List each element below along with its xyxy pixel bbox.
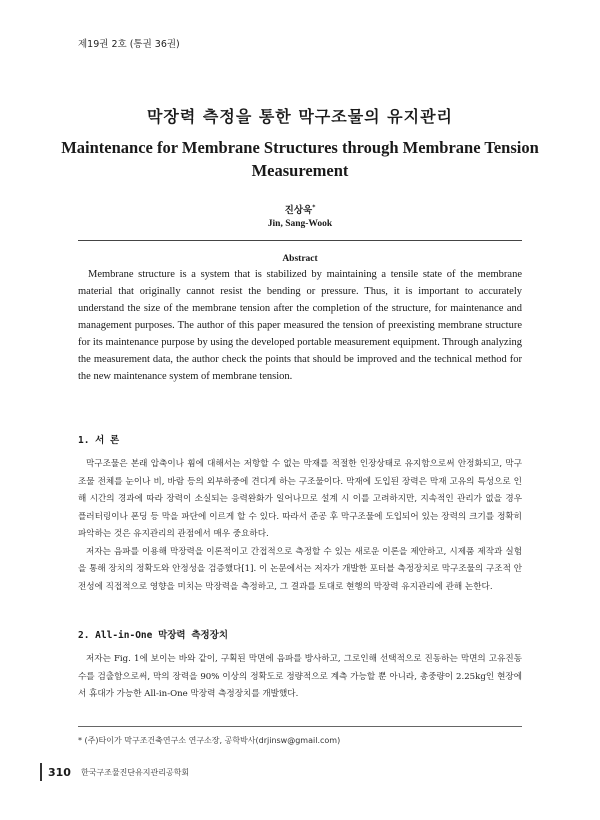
body-paragraph: 저자는 Fig. 1에 보이는 바와 같이, 구획된 막면에 음파를 방사하고, 그로인해 선택적으로 진동하는 막면의 고유진동수를 검출함으로써, 막의 장력을 90% 이상의 정확도로 정량적으로 계측 가능할 뿐 아니라, 총중량이 2.25kg인 현장에서 휴대가 가능한 All-in-One 막장력 측정장치를 개발했다.: [78, 654, 522, 699]
section-heading: 1. 서 론: [78, 435, 120, 446]
author-name-english: Jin, Sang-Wook: [267, 219, 333, 229]
section-heading: 2. All-in-One 막장력 측정장치: [78, 630, 229, 641]
abstract-heading: Abstract: [282, 254, 318, 264]
body-paragraph: 저자는 음파를 이용해 막장력을 이론적이고 간접적으로 측정할 수 있는 새로운 이론을 제안하고, 시제품 제작과 실험을 통해 장치의 정확도와 안정성을 검증했다[1]. 이 논문에서는 저자가 개발한 포터블 측정장치로 막구조물의 구조적 안전성에 직접적으로 영향을 미치는 막장력을 측정하고, 그 결과를 토대로 현행의 막장력 유지관리에 관해 논한다.: [78, 546, 522, 592]
abstract-body: Membrane structure is a system that is stabilized by maintaining a tensile state of the membrane material that originally cannot resist the bending or pressure. Thus, it is important to accurately understand the size of the membrane tension after the completion of the structure, for maintenance and management purposes. The author of this paper measured the tension of preexisting membrane structure for its maintenance purpose by using the developed portable measurement equipment. Through analyzing the measurement data, the author check the points that should be improved and the technical method for the new maintenance system of membrane tension.: [78, 269, 522, 382]
running-head: 제19권 2호 (통권 36권): [78, 39, 180, 50]
paper-title-korean: 막장력 측정을 통한 막구조물의 유지관리: [146, 107, 454, 126]
author-name-korean-text: 진상욱: [284, 205, 313, 216]
page-footer: [40, 762, 189, 782]
header-divider: [78, 240, 522, 241]
footnote-divider: [78, 726, 522, 727]
section-introduction: [78, 432, 522, 596]
page-number: 310: [48, 765, 71, 779]
author-footnote: * (주)타이가 막구조건축연구소 연구소장, 공학박사(drjinsw@gmail.com): [78, 736, 341, 745]
journal-name: 한국구조물진단유지관리공학회: [80, 767, 190, 777]
author-footnote-marker: *: [312, 203, 316, 211]
body-paragraph: 막구조물은 본래 압축이나 휨에 대해서는 저항할 수 없는 막재를 적절한 인장상태로 유지함으로써 안정화되고, 막구조물 전체를 눈이나 비, 바람 등의 외부하중에 견디게 하는 구조물이다. 막재에 도입된 장력은 막재 고유의 특성으로 인해 시간의 경과에 따라 장력이 소실되는 응력완화가 일어나므로 설계 시 이를 고려하지만, 지속적인 관리가 없을 경우 플러터링이나 폰딩 등 막을 파단에 이르게 할 수 있다. 따라서 준공 후 막구조물에 도입되어 있는 장력의 크기를 정확히 파악하는 것은 유지관리의 관점에서 매우 중요하다.: [78, 459, 522, 539]
footer-bar: [40, 763, 42, 781]
section-device: [78, 627, 522, 704]
paper-title-english: Maintenance for Membrane Structures through Membrane Tension Measurement: [61, 138, 539, 180]
author-name-korean: [0, 202, 600, 216]
